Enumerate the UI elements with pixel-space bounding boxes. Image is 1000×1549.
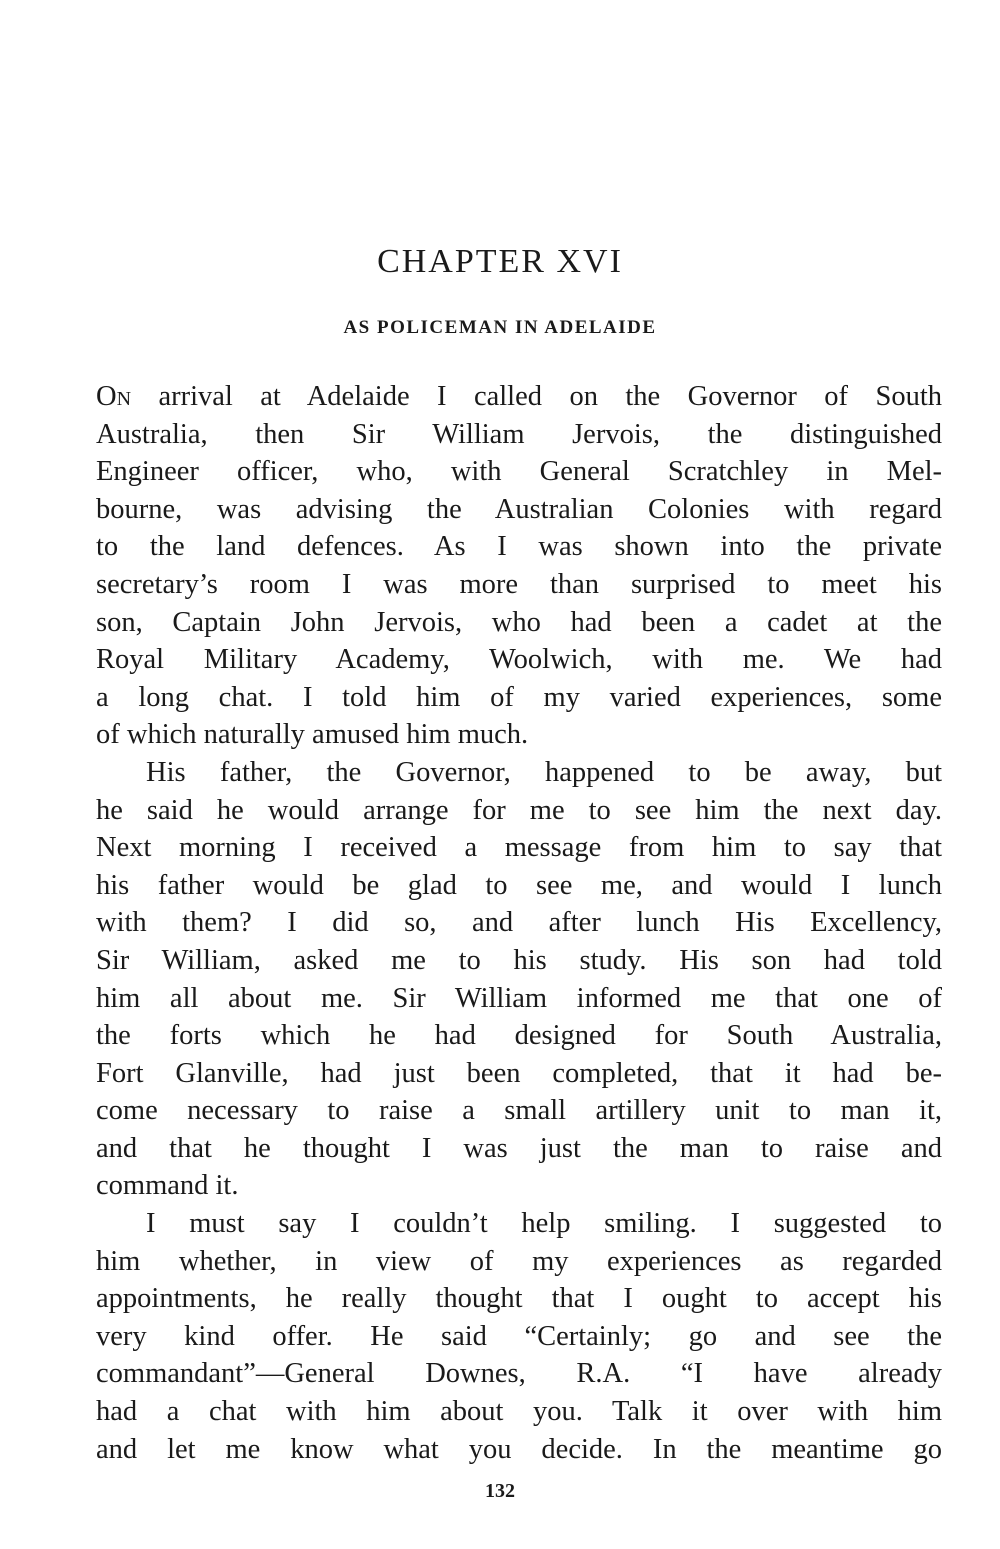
text-line: appointments, he really thought that I ought to accept his	[96, 1283, 942, 1315]
paragraph-1	[96, 378, 942, 754]
text-line: him all about me. Sir William informed me that one of	[96, 982, 942, 1014]
paragraph-2	[96, 754, 942, 1205]
text-line: a long chat. I told him of my varied experiences, some	[96, 681, 942, 713]
text-line: with them? I did so, and after lunch His Excellency,	[96, 907, 942, 939]
chapter-subtitle: AS POLICEMAN IN ADELAIDE	[343, 317, 657, 338]
drop-word: On	[96, 381, 132, 412]
text-line: his father would be glad to see me, and would I lunch	[96, 869, 942, 901]
text-line: son, Captain John Jervois, who had been a cadet at the	[96, 606, 942, 638]
text-line: and let me know what you decide. In the meantime go	[96, 1433, 942, 1465]
text-line: command it.	[96, 1170, 239, 1202]
text-line	[96, 378, 942, 416]
text-line: Royal Military Academy, Woolwich, with me. We had	[96, 644, 942, 676]
text-line: had a chat with him about you. Talk it over with him	[96, 1396, 942, 1428]
text-line: the forts which he had designed for South Australia,	[96, 1020, 942, 1052]
text-line: I must say I couldn’t help smiling. I suggested to	[146, 1208, 942, 1240]
text-line: Engineer officer, who, with General Scratchley in Mel-	[96, 456, 942, 488]
text-line: very kind offer. He said “Certainly; go and see the	[96, 1320, 942, 1352]
text-line: come necessary to raise a small artillery unit to man it,	[96, 1095, 942, 1127]
text-line: to the land defences. As I was shown into the private	[96, 531, 942, 563]
text-line: secretary’s room I was more than surprised to meet his	[96, 568, 942, 600]
text-line-rest: arrival at Adelaide I called on the Governor of South	[131, 381, 942, 412]
text-line: commandant”—General Downes, R.A. “I have already	[96, 1358, 942, 1390]
text-line: and that he thought I was just the man to raise and	[96, 1132, 942, 1164]
text-line: His father, the Governor, happened to be away, but	[146, 756, 942, 788]
chapter-body	[96, 378, 942, 1468]
paragraph-3	[96, 1205, 942, 1468]
text-line: Sir William, asked me to his study. His son had told	[96, 944, 942, 976]
chapter-title: CHAPTER XVI	[377, 243, 623, 280]
text-line: Australia, then Sir William Jervois, the distinguished	[96, 418, 942, 450]
text-line: Next morning I received a message from him to say that	[96, 832, 942, 864]
text-line: he said he would arrange for me to see him the next day.	[96, 794, 942, 826]
text-line: him whether, in view of my experiences as regarded	[96, 1245, 942, 1277]
text-line: Fort Glanville, had just been completed, that it had be-	[96, 1057, 942, 1089]
text-line: of which naturally amused him much.	[96, 719, 529, 751]
page-number: 132	[485, 1480, 515, 1502]
text-line: bourne, was advising the Australian Colonies with regard	[96, 493, 942, 525]
